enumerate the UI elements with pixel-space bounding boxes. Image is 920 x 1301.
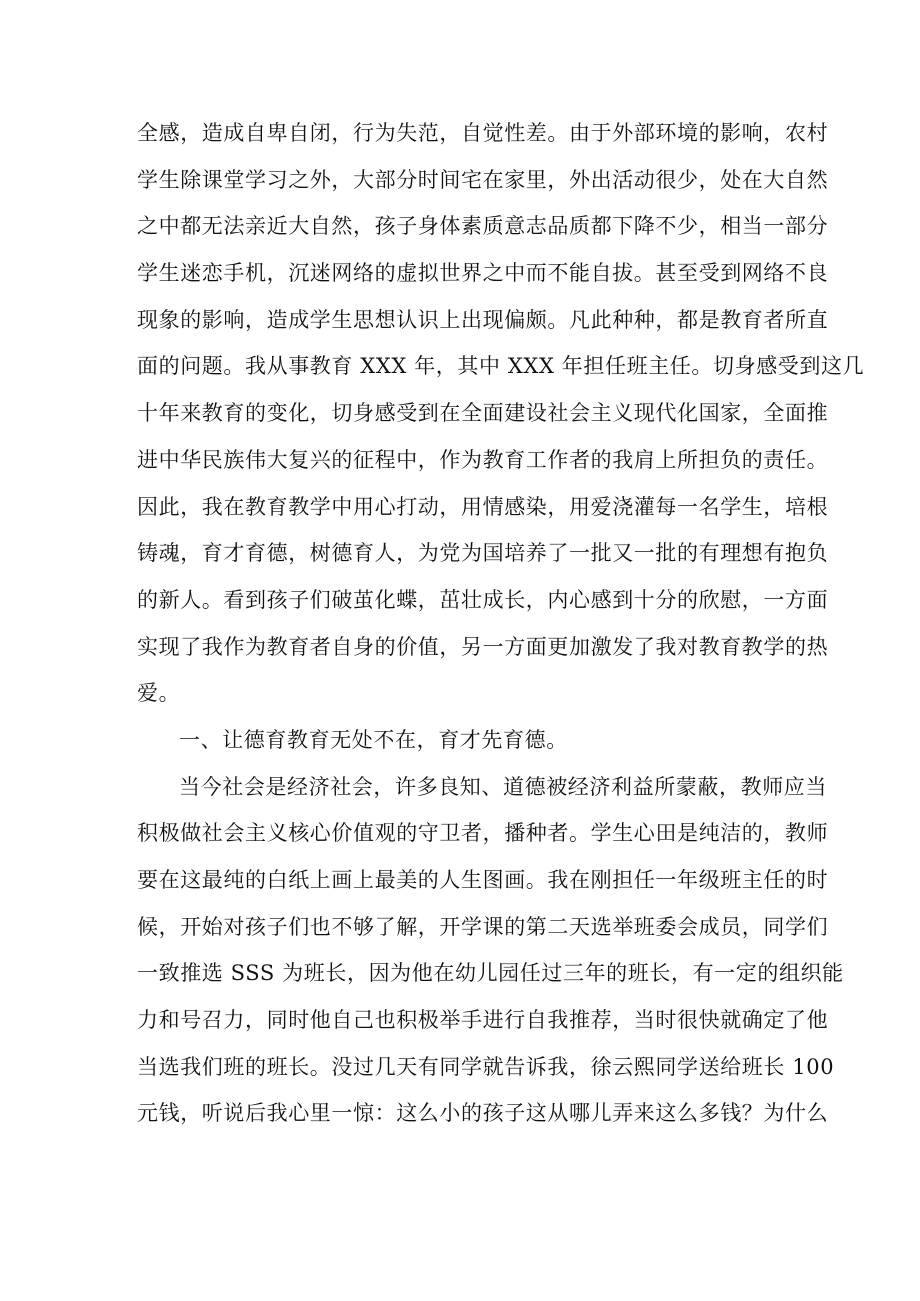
paragraph-line: 积极做社会主义核心价值观的守卫者，播种者。学生心田是纯洁的，教师 [137,821,829,846]
paragraph-line: 铸魂，育才育德，树德育人，为党为国培养了一批又一批的有理想有抱负 [137,541,829,566]
paragraph-line: 实现了我作为教育者自身的价值，另一方面更加激发了我对教育教学的热 [137,634,829,659]
section-heading: 一、让德育教育无处不在，育才先育德。 [179,727,568,752]
paragraph-line: 面的问题。我从事教育 XXX 年，其中 XXX 年担任班主任。切身感受到这几 [137,354,865,379]
paragraph-line: 当选我们班的班长。没过几天有同学就告诉我，徐云熙同学送给班长 100 [137,1054,835,1079]
paragraph-line: 之中都无法亲近大自然，孩子身体素质意志品质都下降不少，相当一部分 [137,214,829,239]
paragraph-line: 因此，我在教育教学中用心打动，用情感染，用爱浇灌每一名学生，培根 [137,494,829,519]
paragraph-line: 一致推选 SSS 为班长，因为他在幼儿园任过三年的班长，有一定的组织能 [137,961,844,986]
document-body [137,110,865,1137]
paragraph-line: 要在这最纯的白纸上画上最美的人生图画。我在刚担任一年级班主任的时 [137,868,829,892]
paragraph-line: 十年来教育的变化，切身感受到在全面建设社会主义现代化国家，全面推 [137,401,829,426]
paragraph-line: 爱。 [137,681,181,706]
paragraph-line: 当今社会是经济社会，许多良知、道德被经济利益所蒙蔽，教师应当 [179,774,827,799]
paragraph-line: 全感，造成自卑自闭，行为失范，自觉性差。由于外部环境的影响，农村 [137,121,829,145]
paragraph-line: 元钱，听说后我心里一惊：这么小的孩子这从哪儿弄来这么多钱？为什么 [137,1101,829,1126]
paragraph-line: 学生除课堂学习之外，大部分时间宅在家里，外出活动很少，处在大自然 [137,167,829,192]
paragraph-line: 的新人。看到孩子们破茧化蝶，茁壮成长，内心感到十分的欣慰，一方面 [137,587,829,612]
paragraph-line: 现象的影响，造成学生思想认识上出现偏颇。凡此种种，都是教育者所直 [137,307,829,332]
paragraph-line: 学生迷恋手机，沉迷网络的虚拟世界之中而不能自拔。甚至受到网络不良 [137,261,829,286]
paragraph-line: 力和号召力，同时他自己也积极举手进行自我推荐，当时很快就确定了他 [137,1008,829,1033]
paragraph-line: 进中华民族伟大复兴的征程中，作为教育工作者的我肩上所担负的责任。 [137,447,829,472]
paragraph-line: 候，开始对孩子们也不够了解，开学课的第二天选举班委会成员，同学们 [137,914,829,939]
